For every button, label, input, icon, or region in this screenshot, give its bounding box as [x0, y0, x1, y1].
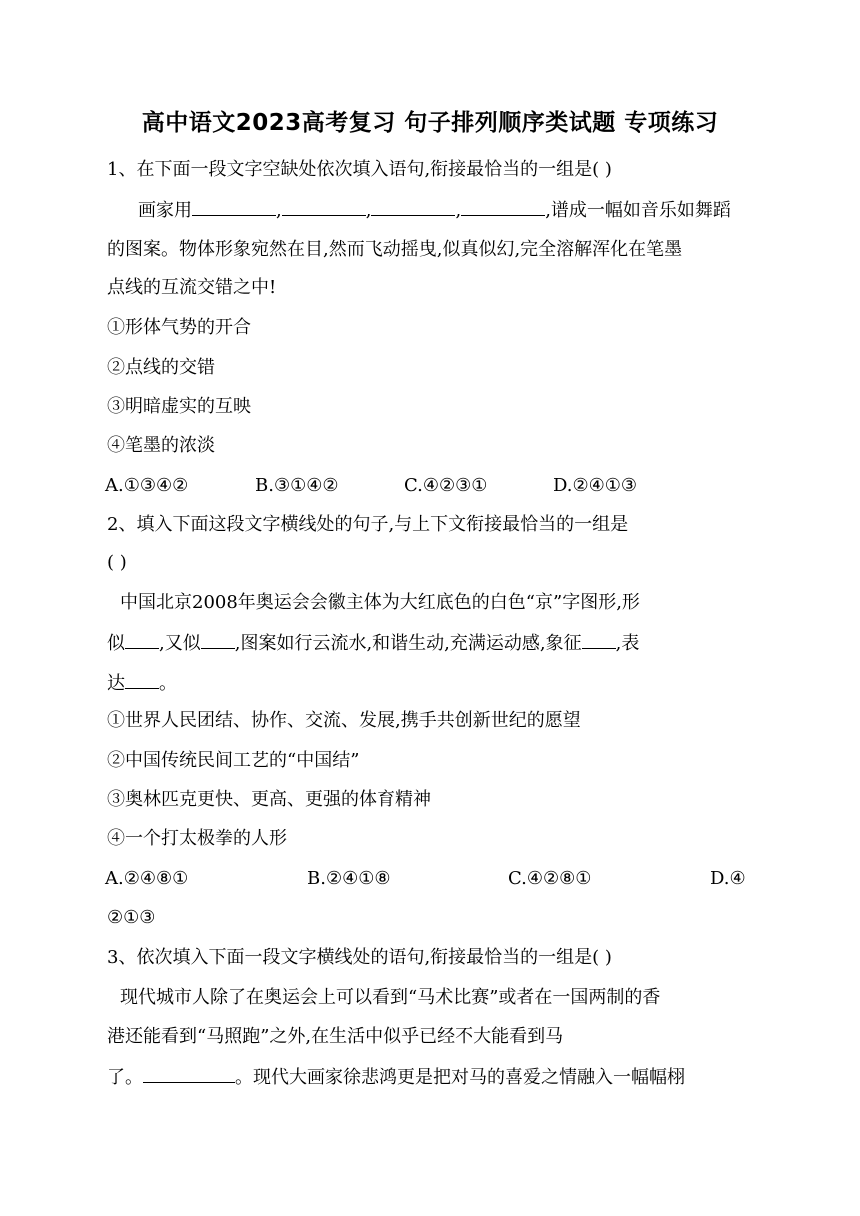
- q2-blank-4: [125, 670, 159, 689]
- q2-paragraph-line2: [107, 630, 639, 657]
- q1-item-4: ④笔墨的浓淡: [107, 435, 215, 456]
- q1-separator: ,: [455, 200, 462, 221]
- q2-text: ,表: [615, 633, 640, 654]
- q1-blank-3: [371, 197, 455, 216]
- q2-item-2: ②中国传统民间工艺的“中国结”: [107, 750, 360, 771]
- q2-item-1: ①世界人民团结、协作、交流、发展,携手共创新世纪的愿望: [107, 710, 581, 731]
- q2-option-b: B.②④①⑧: [307, 868, 391, 889]
- q1-option-c: C.④②③①: [404, 475, 488, 496]
- q3-paragraph-line3: [107, 1064, 685, 1091]
- q1-blank-4: [461, 197, 545, 216]
- q2-text: 似: [107, 633, 125, 654]
- q2-text: ,又似: [159, 633, 201, 654]
- q2-paragraph-line1: 中国北京2008年奥运会会徽主体为大红底色的白色“京”字图形,形: [120, 592, 640, 613]
- q2-blank-1: [125, 630, 159, 649]
- q2-answer-paren: ( ): [107, 552, 127, 573]
- document-title: 高中语文2023高考复习 句子排列顺序类试题 专项练习: [141, 110, 719, 136]
- q1-item-2: ②点线的交错: [107, 357, 215, 378]
- q1-blank-1: [192, 197, 276, 216]
- q1-separator: ,: [365, 200, 372, 221]
- q2-text: 达: [107, 673, 125, 694]
- q3-text: 。现代大画家徐悲鸿更是把对马的喜爱之情融入一幅幅栩: [235, 1067, 685, 1088]
- q1-item-1: ①形体气势的开合: [107, 317, 251, 338]
- q1-paragraph-line3: 点线的互流交错之中!: [107, 277, 277, 298]
- q2-option-a: A.②④⑧①: [105, 868, 189, 889]
- q2-item-4: ④一个打太极拳的人形: [107, 828, 287, 849]
- q3-text: 了。: [107, 1067, 143, 1088]
- q2-stem: 2、填入下面这段文字横线处的句子,与上下文衔接最恰当的一组是: [107, 514, 629, 535]
- q1-blank-2: [282, 197, 366, 216]
- q2-item-3: ③奥林匹克更快、更高、更强的体育精神: [107, 789, 431, 810]
- q1-item-3: ③明暗虚实的互映: [107, 396, 251, 417]
- q1-paragraph-line2: 的图案。物体形象宛然在目,然而飞动摇曳,似真似幻,完全溶解浑化在笔墨: [107, 239, 683, 260]
- q3-paragraph-line2: 港还能看到“马照跑”之外,在生活中似乎已经不大能看到马: [107, 1026, 564, 1047]
- q2-paragraph-line3: [107, 670, 177, 697]
- q1-separator: ,: [276, 200, 282, 221]
- q2-blank-2: [201, 630, 235, 649]
- q2-text: ,图案如行云流水,和谐生动,充满运动感,象征: [234, 633, 582, 654]
- q2-blank-3: [582, 630, 616, 649]
- q1-option-a: A.①③④②: [105, 475, 189, 496]
- q1-paragraph-line1: [138, 197, 731, 224]
- q2-option-d: D.④: [710, 868, 746, 889]
- q1-option-d: D.②④①③: [553, 475, 638, 496]
- q3-stem: 3、依次填入下面一段文字横线处的语句,衔接最恰当的一组是( ): [107, 947, 612, 968]
- q1-option-b: B.③①④②: [255, 475, 339, 496]
- q1-stem: 1、在下面一段文字空缺处依次填入语句,衔接最恰当的一组是( ): [107, 159, 612, 180]
- q2-option-d-continued: ②①③: [107, 907, 156, 928]
- q1-text: ,谱成一幅如音乐如舞蹈: [545, 200, 731, 221]
- q3-paragraph-line1: 现代城市人除了在奥运会上可以看到“马术比赛”或者在一国两制的香: [120, 987, 661, 1008]
- q2-text: 。: [159, 673, 177, 694]
- q1-text: 画家用: [138, 200, 192, 221]
- q2-option-c: C.④②⑧①: [508, 868, 592, 889]
- q3-blank-1: [143, 1064, 235, 1083]
